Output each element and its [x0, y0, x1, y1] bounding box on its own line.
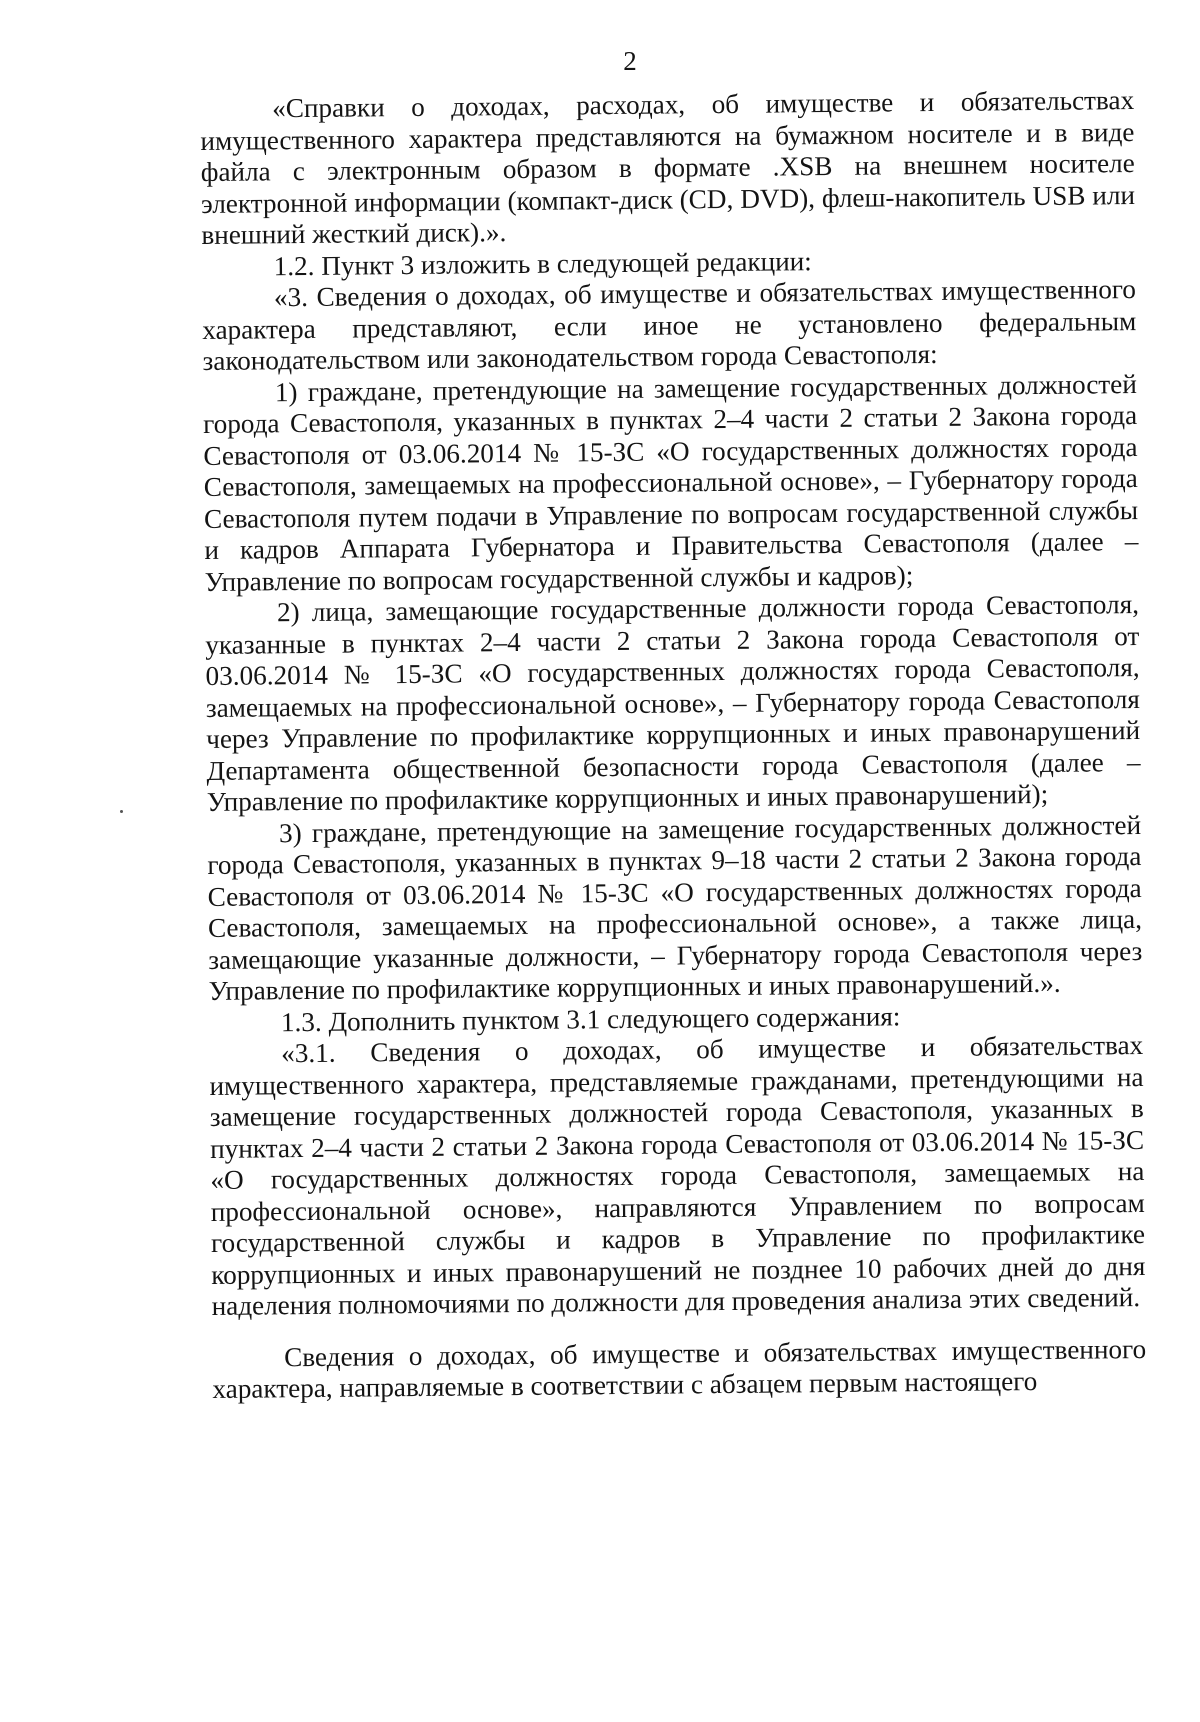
- paragraph-item-1-2: 1.2. Пункт 3 изложить в следующей редакции:: [273, 245, 812, 281]
- scan-artifact-dot: [120, 810, 123, 813]
- document-body: [200, 85, 1147, 1405]
- paragraph-declarations-format: «Справки о доходах, расходах, об имуществе и обязательствах имущественного характера представляются на бумажном носителе и в виде файла с электронным образом в формате .XSB на внешнем носителе электронной информации (компакт-диск (CD, DVD), флеш-накопитель USB или внешний жесткий диск).».: [200, 85, 1136, 250]
- paragraph-item-1-3: 1.3. Дополнить пунктом 3.1 следующего содержания:: [280, 1000, 901, 1037]
- paragraph-subitem-2: 2) лица, замещающие государственные должности города Севастополя, указанные в пунктах 2–4 части 2 статьи 2 Закона города Севастополя от 03.06.2014 № 15-ЗС «О государственных должностях города Севастополя, замещаемых на профессиональной основе», – Губернатору города Севастополя через Управление по профилактике коррупционных и иных правонарушений Департамента общественной безопасности города Севастополя (далее – Управление по профилактике коррупционных и иных правонарушений);: [205, 589, 1141, 817]
- paragraph-subitem-3: 3) граждане, претендующие на замещение государственных должностей города Севастополя, указанных в пунктах 9–18 части 2 статьи 2 Закона города Севастополя от 03.06.2014 № 15-ЗС «О государственных должностях города Севастополя, замещаемых на профессиональной основе», а также лица, замещающие указанные должности, – Губернатору города Севастополя через Управление по профилактике коррупционных и иных правонарушений.».: [207, 809, 1143, 1006]
- page-number: 2: [623, 46, 637, 76]
- paragraph-subitem-1: 1) граждане, претендующие на замещение государственных должностей города Севастополя, указанных в пунктах 2–4 части 2 статьи 2 Закона города Севастополя от 03.06.2014 № 15-ЗС «О государственных должностях города Севастополя, замещаемых на профессиональной основе», – Губернатору города Севастополя путем подачи в Управление по вопросам государственной службы и кадров Аппарата Губернатора и Правительства Севастополя (далее – Управление по вопросам государственной службы и кадров);: [203, 368, 1139, 597]
- paragraph-item-3-intro: «3. Сведения о доходах, об имуществе и обязательствах имущественного характера представляют, если иное не установлено федеральным законодательством или законодательством города Севастополя:: [202, 274, 1137, 376]
- paragraph-item-3-1-continued: Сведения о доходах, об имуществе и обязательствах имущественного характера, направляемые в соответствии с абзацем первым настоящего: [212, 1333, 1147, 1404]
- paragraph-item-3-1: «3.1. Сведения о доходах, об имуществе и обязательствах имущественного характера, представляемые гражданами, претендующими на замещение государственных должностей города Севастополя, указанных в пунктах 2–4 части 2 статьи 2 Закона города Севастополя от 03.06.2014 № 15-ЗС «О государственных должностях города Севастополя, замещаемых на профессиональной основе», направляются Управлением по вопросам государственной службы и кадров в Управление по профилактике коррупционных и иных правонарушений не позднее 10 рабочих дней до дня наделения полномочиями по должности для проведения анализа этих сведений.: [209, 1029, 1146, 1321]
